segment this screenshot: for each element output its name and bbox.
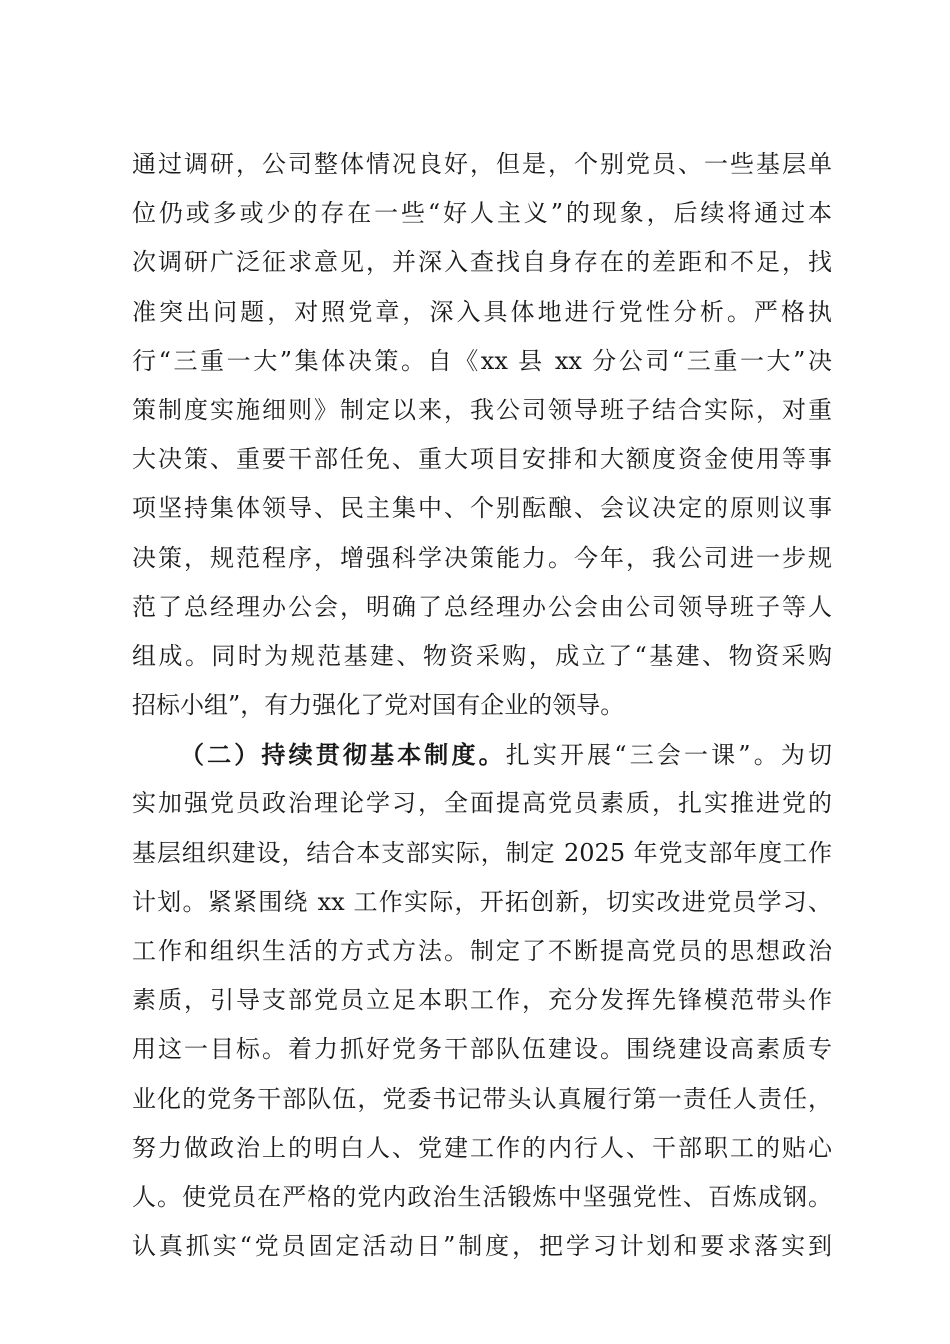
paragraph-line: 计划。紧紧围绕 xx 工作实际，开拓创新，切实改进党员学习、 [132, 887, 832, 916]
body-text [132, 140, 832, 1271]
paragraph-line: 基层组织建设，结合本支部实际，制定 2025 年党支部年度工作 [132, 838, 832, 867]
paragraph-line: 次调研广泛征求意见，并深入查找自身存在的差距和不足，找 [132, 248, 832, 277]
paragraph-line: 认真抓实“党员固定活动日”制度，把学习计划和要求落实到 [132, 1232, 832, 1261]
paragraph-line: 策制度实施细则》制定以来，我公司领导班子结合实际，对重 [132, 395, 832, 424]
paragraph-line: 准突出问题，对照党章，深入具体地进行党性分析。严格执 [132, 297, 832, 326]
paragraph-line: 组成。同时为规范基建、物资采购，成立了“基建、物资采购 [132, 641, 832, 670]
paragraph-line: 业化的党务干部队伍，党委书记带头认真履行第一责任人责任， [132, 1084, 832, 1113]
paragraph-line: 努力做政治上的明白人、党建工作的内行人、干部职工的贴心 [132, 1133, 832, 1162]
paragraph-line: 用这一目标。着力抓好党务干部队伍建设。围绕建设高素质专 [132, 1035, 832, 1064]
paragraph-line: 招标小组”，有力强化了党对国有企业的领导。 [132, 691, 625, 720]
paragraph-line: 范了总经理办公会，明确了总经理办公会由公司领导班子等人 [132, 592, 832, 621]
paragraph-line: 行“三重一大”集体决策。自《xx 县 xx 分公司“三重一大”决 [132, 346, 832, 375]
paragraph-line: 项坚持集体领导、民主集中、个别酝酿、会议决定的原则议事 [132, 494, 832, 523]
section-heading-rest: 扎实开展“三会一课”。为切 [505, 741, 832, 770]
paragraph-line: 通过调研，公司整体情况良好，但是，个别党员、一些基层单 [132, 150, 832, 178]
paragraph-line: 素质，引导支部党员立足本职工作，充分发挥先锋模范带头作 [132, 986, 832, 1015]
paragraph-line: 实加强党员政治理论学习，全面提高党员素质，扎实推进党的 [132, 789, 832, 818]
paragraph-line: 人。使党员在严格的党内政治生活锻炼中坚强党性、百炼成钢。 [132, 1182, 832, 1211]
section-heading: （二）持续贯彻基本制度。 [180, 740, 506, 770]
paragraph-line: 决策，规范程序，增强科学决策能力。今年，我公司进一步规 [132, 543, 832, 572]
section-heading-line [132, 730, 832, 779]
paragraph-line: 工作和组织生活的方式方法。制定了不断提高党员的思想政治 [132, 937, 832, 965]
paragraph-line: 位仍或多或少的存在一些“好人主义”的现象，后续将通过本 [132, 199, 832, 228]
paragraph-line: 大决策、重要干部任免、重大项目安排和大额度资金使用等事 [132, 445, 832, 474]
